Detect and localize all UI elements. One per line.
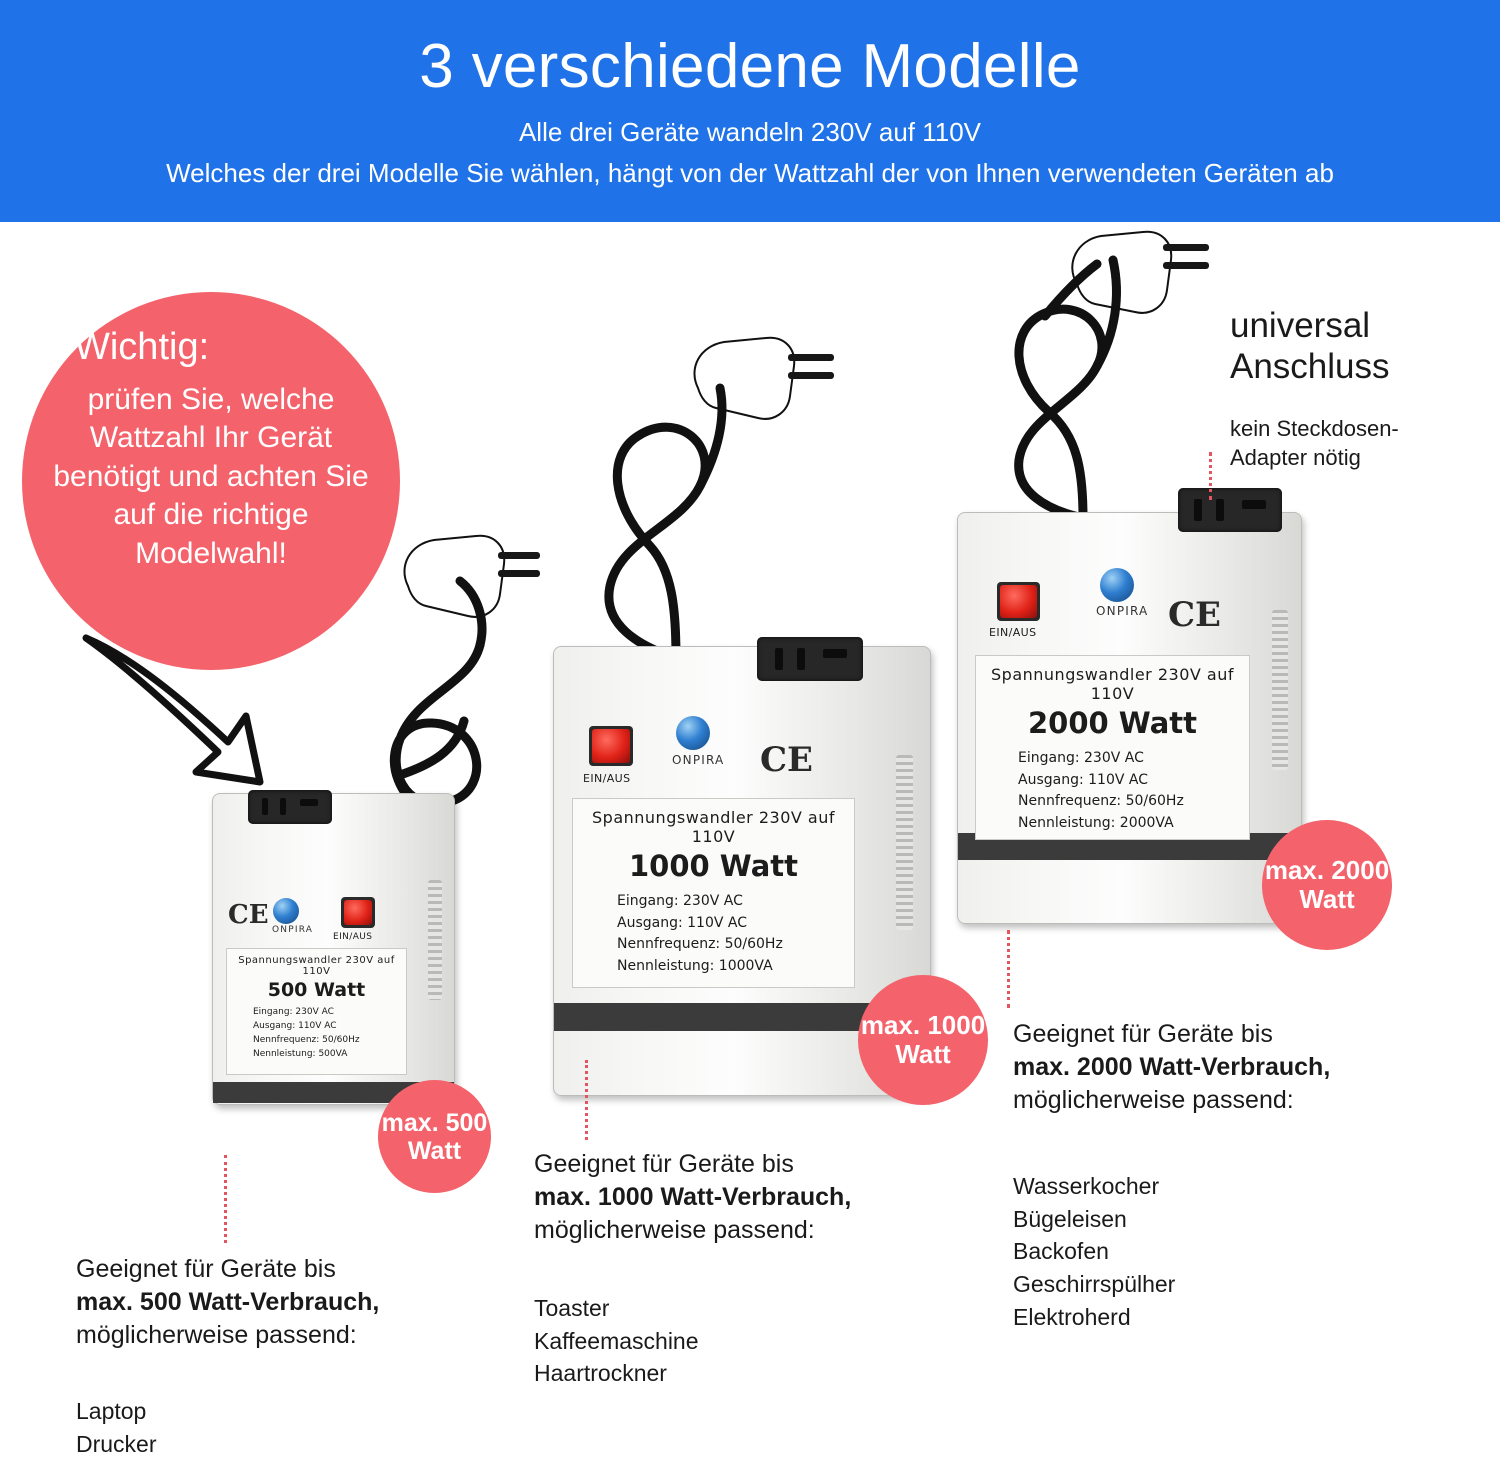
spec-line: Nennfrequenz: 50/60Hz [1018,793,1184,810]
arrow-pointer-icon [78,630,278,790]
caption-line-2: max. 500 Watt-Verbrauch, [76,1288,380,1316]
spec-plate-title-2000: Spannungswandler 230V auf 110V [991,665,1234,703]
caption-2000 [1013,1018,1463,1117]
ce-mark-500: CE [228,900,269,930]
output-socket-500[interactable] [248,790,332,824]
notice-title: Wichtig: [74,326,210,368]
spec-plate-specs-2000 [988,748,1237,835]
list-item: Elektroherd [1013,1303,1131,1330]
spec-line: Nennleistung: 1000VA [617,958,773,975]
spec-line: Nennleistung: 500VA [253,1048,348,1059]
spec-plate-500 [226,948,407,1075]
spec-line: Nennfrequenz: 50/60Hz [617,936,783,953]
spec-line: Ausgang: 110V AC [617,914,747,931]
header-subtitle-1: Alle drei Geräte wandeln 230V auf 110V [518,117,982,148]
list-item: Backofen [1013,1238,1109,1265]
output-socket-1000[interactable] [757,637,863,681]
spec-line: Eingang: 230V AC [253,1007,334,1017]
caption-1000 [534,1148,964,1247]
spec-line: Nennfrequenz: 50/60Hz [253,1034,360,1045]
universal-connection-subtitle: kein Steckdosen-Adapter nötig [1230,416,1399,470]
caption-line-3: möglicherweise passend: [534,1216,815,1244]
power-switch-label-2000: EIN/AUS [989,626,1037,639]
ce-mark-2000: CE [1168,595,1221,635]
appliance-list-500 [76,1395,406,1460]
list-item: Laptop [76,1398,147,1424]
caption-line-2: max. 1000 Watt-Verbrauch, [534,1183,852,1211]
vent-slots-500 [428,880,442,1000]
dotted-connector-2000 [1007,930,1010,1008]
universal-connection-title: universal Anschluss [1230,306,1390,387]
caption-line-1: Geeignet für Geräte bis [76,1255,336,1283]
max-watt-badge-1000: max. 1000 Watt [858,975,988,1105]
header-subtitle-2: Welches der drei Modelle Sie wählen, hängt von der Wattzahl der von Ihnen verwendeten Geräten ab [166,158,1334,189]
list-item: Toaster [534,1295,610,1321]
dotted-connector-500 [224,1155,227,1243]
vent-slots-1000 [896,755,913,930]
vent-slots-2000 [1272,610,1288,770]
caption-500 [76,1253,496,1352]
dotted-connector-1000 [585,1060,588,1140]
max-watt-badge-500: max. 500 Watt [378,1080,491,1193]
power-switch-1000[interactable] [589,726,633,766]
header-banner [0,0,1500,222]
power-switch-2000[interactable] [997,582,1040,621]
caption-line-3: möglicherweise passend: [1013,1086,1294,1114]
power-switch-label-1000: EIN/AUS [583,772,631,785]
list-item: Drucker [76,1430,157,1457]
schuko-plug-1000-icon [680,332,840,442]
list-item: Bügeleisen [1013,1205,1127,1232]
list-item: Haartrockner [534,1360,667,1387]
brand-name-1000: ONPIRA [672,753,725,767]
spec-plate-1000 [572,798,855,988]
spec-plate-watt-500: 500 Watt [267,979,366,1001]
power-switch-label-500: EIN/AUS [333,932,373,942]
power-switch-500[interactable] [341,897,375,928]
brand-logo-2000 [1100,568,1134,602]
brand-name-2000: ONPIRA [1096,604,1149,618]
list-item: Geschirrspülher [1013,1270,1176,1297]
ce-mark-1000: CE [760,740,813,780]
list-item: Wasserkocher [1013,1173,1160,1199]
spec-plate-2000 [975,655,1250,840]
list-item: Kaffeemaschine [534,1327,699,1354]
appliance-list-1000 [534,1292,864,1390]
spec-plate-title-1000: Spannungswandler 230V auf 110V [592,808,835,846]
output-socket-2000[interactable] [1178,488,1282,532]
spec-line: Ausgang: 110V AC [253,1020,337,1031]
caption-line-1: Geeignet für Geräte bis [534,1150,794,1178]
dotted-connector-universal [1209,452,1212,500]
schuko-plug-2000-icon [1055,226,1215,336]
spec-plate-specs-1000 [585,891,842,978]
brand-logo-500 [273,898,299,924]
spec-line: Ausgang: 110V AC [1018,771,1148,788]
spec-plate-watt-1000: 1000 Watt [628,849,799,883]
spec-plate-specs-500 [235,1006,398,1062]
spec-line: Nennleistung: 2000VA [1018,815,1174,832]
spec-line: Eingang: 230V AC [1018,750,1144,766]
page-title: 3 verschiedene Modelle [419,32,1081,101]
caption-line-3: möglicherweise passend: [76,1321,357,1349]
caption-line-1: Geeignet für Geräte bis [1013,1020,1273,1048]
spec-line: Eingang: 230V AC [617,893,743,909]
schuko-plug-500-icon [390,530,550,640]
spec-plate-watt-2000: 2000 Watt [1027,706,1198,740]
brand-logo-1000 [676,716,710,750]
caption-line-2: max. 2000 Watt-Verbrauch, [1013,1053,1331,1081]
spec-plate-title-500: Spannungswandler 230V auf 110V [238,955,395,977]
important-notice-badge [22,292,400,670]
notice-body: prüfen Sie, welche Wattzahl Ihr Gerät benötigt und achten Sie auf die richtige Modelwahl! [53,383,369,570]
brand-name-500: ONPIRA [272,925,314,935]
max-watt-badge-2000: max. 2000 Watt [1262,820,1392,950]
appliance-list-2000 [1013,1170,1353,1333]
